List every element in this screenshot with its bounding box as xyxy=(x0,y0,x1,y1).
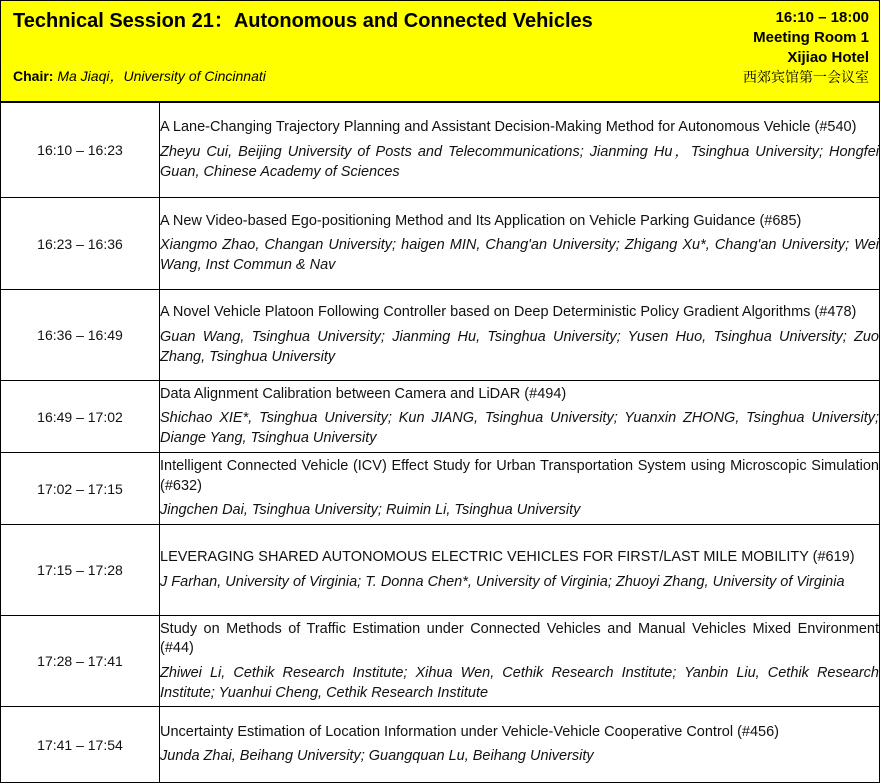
paper-time: 16:10 – 16:23 xyxy=(1,103,160,198)
table-row xyxy=(1,381,880,453)
table-row xyxy=(1,290,880,381)
paper-cell xyxy=(160,103,880,198)
paper-title: Data Alignment Calibration between Camera and LiDAR (#494) xyxy=(160,385,567,402)
chair-label: Chair: xyxy=(13,68,54,84)
paper-authors: Junda Zhai, Beihang University; Guangquan Lu, Beihang University xyxy=(160,748,594,765)
paper-title: Study on Methods of Traffic Estimation under Connected Vehicles and Manual Vehicles Mixed Environment (#44) xyxy=(160,620,879,656)
paper-time: 16:23 – 16:36 xyxy=(1,198,160,290)
paper-authors: Zhiwei Li, Cethik Research Institute; Xihua Wen, Cethik Research Institute; Yanbin Liu, Cethik Research Institute; Yuanhui Cheng, Cethik Research Institute xyxy=(160,664,879,701)
paper-time: 17:28 – 17:41 xyxy=(1,616,160,707)
session-room-cn: 西郊宾馆第一会议室 xyxy=(743,70,869,86)
paper-authors: Shichao XIE*, Tsinghua University; Kun JIANG, Tsinghua University; Yuanxin ZHONG, Tsinghua University; Diange Yang, Tsinghua University xyxy=(160,410,879,447)
paper-cell xyxy=(160,707,880,783)
paper-time: 17:15 – 17:28 xyxy=(1,525,160,616)
paper-authors: J Farhan, University of Virginia; T. Donna Chen*, University of Virginia; Zhuoyi Zhang, University of Virginia xyxy=(160,573,845,590)
paper-title: Intelligent Connected Vehicle (ICV) Effect Study for Urban Transportation System using Microscopic Simulation (#632) xyxy=(160,458,879,494)
paper-authors: Jingchen Dai, Tsinghua University; Ruimin Li, Tsinghua University xyxy=(160,502,581,518)
paper-time: 16:49 – 17:02 xyxy=(1,381,160,453)
session-time: 16:10 – 18:00 xyxy=(775,9,869,26)
paper-title: A Lane-Changing Trajectory Planning and Assistant Decision-Making Method for Autonomous Vehicle (#540) xyxy=(160,119,857,136)
paper-cell xyxy=(160,453,880,525)
session-title: Technical Session 21：Autonomous and Connected Vehicles xyxy=(13,10,593,32)
session-info xyxy=(743,8,869,88)
paper-authors: Zheyu Cui, Beijing University of Posts and Telecommunications; Jianming Hu，Tsinghua University; Hongfei Guan, Chinese Academy of Sciences xyxy=(160,143,879,180)
session-room: Meeting Room 1 xyxy=(753,29,869,46)
table-row xyxy=(1,198,880,290)
paper-title: LEVERAGING SHARED AUTONOMOUS ELECTRIC VEHICLES FOR FIRST/LAST MILE MOBILITY (#619) xyxy=(160,549,855,566)
paper-time: 16:36 – 16:49 xyxy=(1,290,160,381)
table-row xyxy=(1,103,880,198)
paper-cell xyxy=(160,616,880,707)
table-row xyxy=(1,453,880,525)
paper-cell xyxy=(160,290,880,381)
session-chair xyxy=(13,67,266,85)
session-header xyxy=(0,0,880,102)
table-row xyxy=(1,616,880,707)
paper-authors: Guan Wang, Tsinghua University; Jianming Hu, Tsinghua University; Yusen Huo, Tsinghua University; Zuo Zhang, Tsinghua University xyxy=(160,328,879,365)
paper-title: A New Video-based Ego-positioning Method and Its Application on Vehicle Parking Guidance (#685) xyxy=(160,212,802,229)
paper-cell xyxy=(160,381,880,453)
paper-title: Uncertainty Estimation of Location Information under Vehicle-Vehicle Cooperative Control (#456) xyxy=(160,723,780,740)
paper-schedule-table xyxy=(0,102,880,783)
paper-title: A Novel Vehicle Platoon Following Controller based on Deep Deterministic Policy Gradient Algorithms (#478) xyxy=(160,304,857,321)
chair-value: Ma Jiaqi，University of Cincinnati xyxy=(57,68,266,84)
paper-cell xyxy=(160,525,880,616)
paper-authors: Xiangmo Zhao, Changan University; haigen MIN, Chang'an University; Zhigang Xu*, Chang'an University; Wei Wang, Inst Commun & Nav xyxy=(160,237,879,274)
paper-cell xyxy=(160,198,880,290)
paper-time: 17:41 – 17:54 xyxy=(1,707,160,783)
table-row xyxy=(1,525,880,616)
session-hotel: Xijiao Hotel xyxy=(787,49,869,66)
table-row xyxy=(1,707,880,783)
paper-time: 17:02 – 17:15 xyxy=(1,453,160,525)
